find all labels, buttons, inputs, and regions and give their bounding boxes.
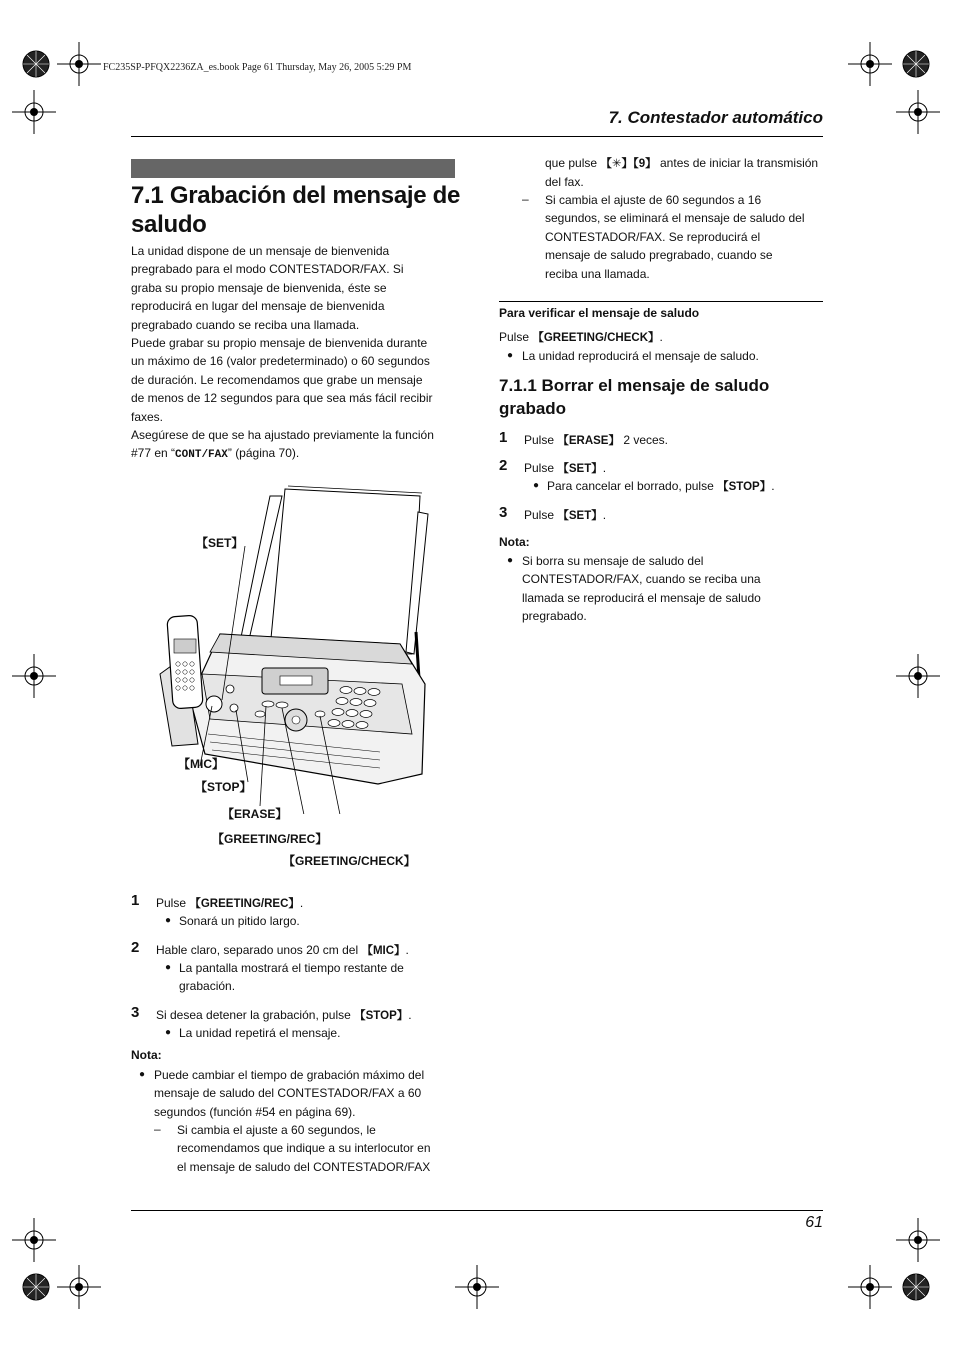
note-right-bullet: Si borra su mensaje de saludo del CONTESTADOR/FAX, cuando se reciba una llamada se reproducirá el mensaje de saludo pregrabado.	[522, 554, 761, 624]
note-label-right: Nota:	[499, 535, 530, 549]
label-erase: 【ERASE】	[222, 807, 288, 821]
note-dash-text-2: Si cambia el ajuste de 60 segundos a 16 segundos, se eliminará el mensaje de saludo del CONTESTADOR/FAX. Se reproducirá el mensaje de saludo pregrabado, cuando se reciba una llamada.	[545, 193, 805, 281]
note-continued: que pulse 【✳】【9】 antes de iniciar la transmisión del fax.	[545, 156, 819, 190]
bullet-dot: ●	[507, 555, 514, 566]
erase-step-2-bullet: Para cancelar el borrado, pulse 【STOP】.	[547, 479, 775, 493]
bullet-dot: ●	[139, 1069, 146, 1080]
note-label: Nota:	[131, 1048, 162, 1062]
step-number: 3	[131, 1004, 140, 1021]
note-dash-text: Si cambia el ajuste a 60 segundos, le recomendamos que indique a su interlocutor en el mensaje de saludo del CONTESTADOR/FAX	[177, 1123, 431, 1174]
step-1: Pulse 【GREETING/REC】.	[156, 896, 304, 910]
label-stop: 【STOP】	[195, 780, 252, 794]
verify-rule	[499, 301, 823, 302]
erase-step-3: Pulse 【SET】.	[524, 508, 607, 522]
bullet-dot: ●	[165, 915, 172, 926]
label-greeting-rec: 【GREETING/REC】	[212, 832, 328, 846]
step-number: 3	[499, 504, 508, 521]
step-1-bullet: Sonará un pitido largo.	[179, 914, 300, 928]
bullet-dot: ●	[507, 350, 514, 361]
step-3-bullet: La unidad repetirá el mensaje.	[179, 1026, 341, 1040]
subsection-title: 7.1.1 Borrar el mensaje de saludo grabado	[499, 376, 770, 418]
note-bullet: Puede cambiar el tiempo de grabación máximo del mensaje de saludo del CONTESTADOR/FAX a 60 segundos (función #54 en página 69).	[154, 1068, 425, 1119]
page-number: 61	[805, 1214, 823, 1231]
verify-heading: Para verificar el mensaje de saludo	[499, 306, 700, 320]
erase-step-2: Pulse 【SET】.	[524, 461, 607, 475]
bullet-dot: ●	[165, 962, 172, 973]
file-info: FC235SP-PFQX2236ZA_es.book Page 61 Thursday, May 26, 2005 5:29 PM	[103, 62, 412, 73]
step-number: 2	[499, 457, 508, 474]
bullet-dot: ●	[165, 1027, 172, 1038]
step-2-bullet: La pantalla mostrará el tiempo restante de grabación.	[179, 961, 404, 994]
step-number: 1	[131, 892, 140, 909]
erase-step-1: Pulse 【ERASE】 2 veces.	[524, 433, 669, 447]
step-number: 2	[131, 939, 140, 956]
verify-bullet: La unidad reproducirá el mensaje de saludo.	[522, 349, 759, 363]
label-mic: 【MIC】	[178, 757, 224, 771]
intro-text: La unidad dispone de un mensaje de bienvenida pregrabado para el modo CONTESTADOR/FAX. Si graba su propio mensaje de bienvenida, éste se reproducirá en lugar del mensaje de bienvenida pregrabado cuando se reciba una llamada. Puede grabar su propio mensaje de bienvenida durante un máximo de 16 (valor predeterminado) o 60 segundos de duración. Le recomendamos que grabe un mensaje de menos de 12 segundos para que sea más fácil recibir faxes. Asegúrese de que se ha ajustado previamente la función #77 en “CONT/FAX” (página 70).	[131, 244, 434, 462]
chapter-title: 7. Contestador automático	[608, 108, 823, 127]
step-number: 1	[499, 429, 508, 446]
step-3: Si desea detener la grabación, pulse 【STOP】.	[156, 1008, 412, 1022]
header-rule	[131, 136, 823, 137]
section-title: 7.1 Grabación del mensaje de saludo	[131, 182, 461, 238]
dash-mark: –	[154, 1122, 161, 1136]
step-2: Hable claro, separado unos 20 cm del 【MIC】.	[156, 943, 409, 957]
bullet-dot: ●	[533, 480, 540, 491]
label-greeting-check: 【GREETING/CHECK】	[283, 854, 416, 868]
dash-mark: –	[522, 192, 529, 206]
label-set: 【SET】	[196, 536, 244, 550]
footer-rule	[131, 1210, 823, 1211]
verify-instruction: Pulse 【GREETING/CHECK】.	[499, 330, 663, 344]
section-bar	[131, 159, 455, 178]
